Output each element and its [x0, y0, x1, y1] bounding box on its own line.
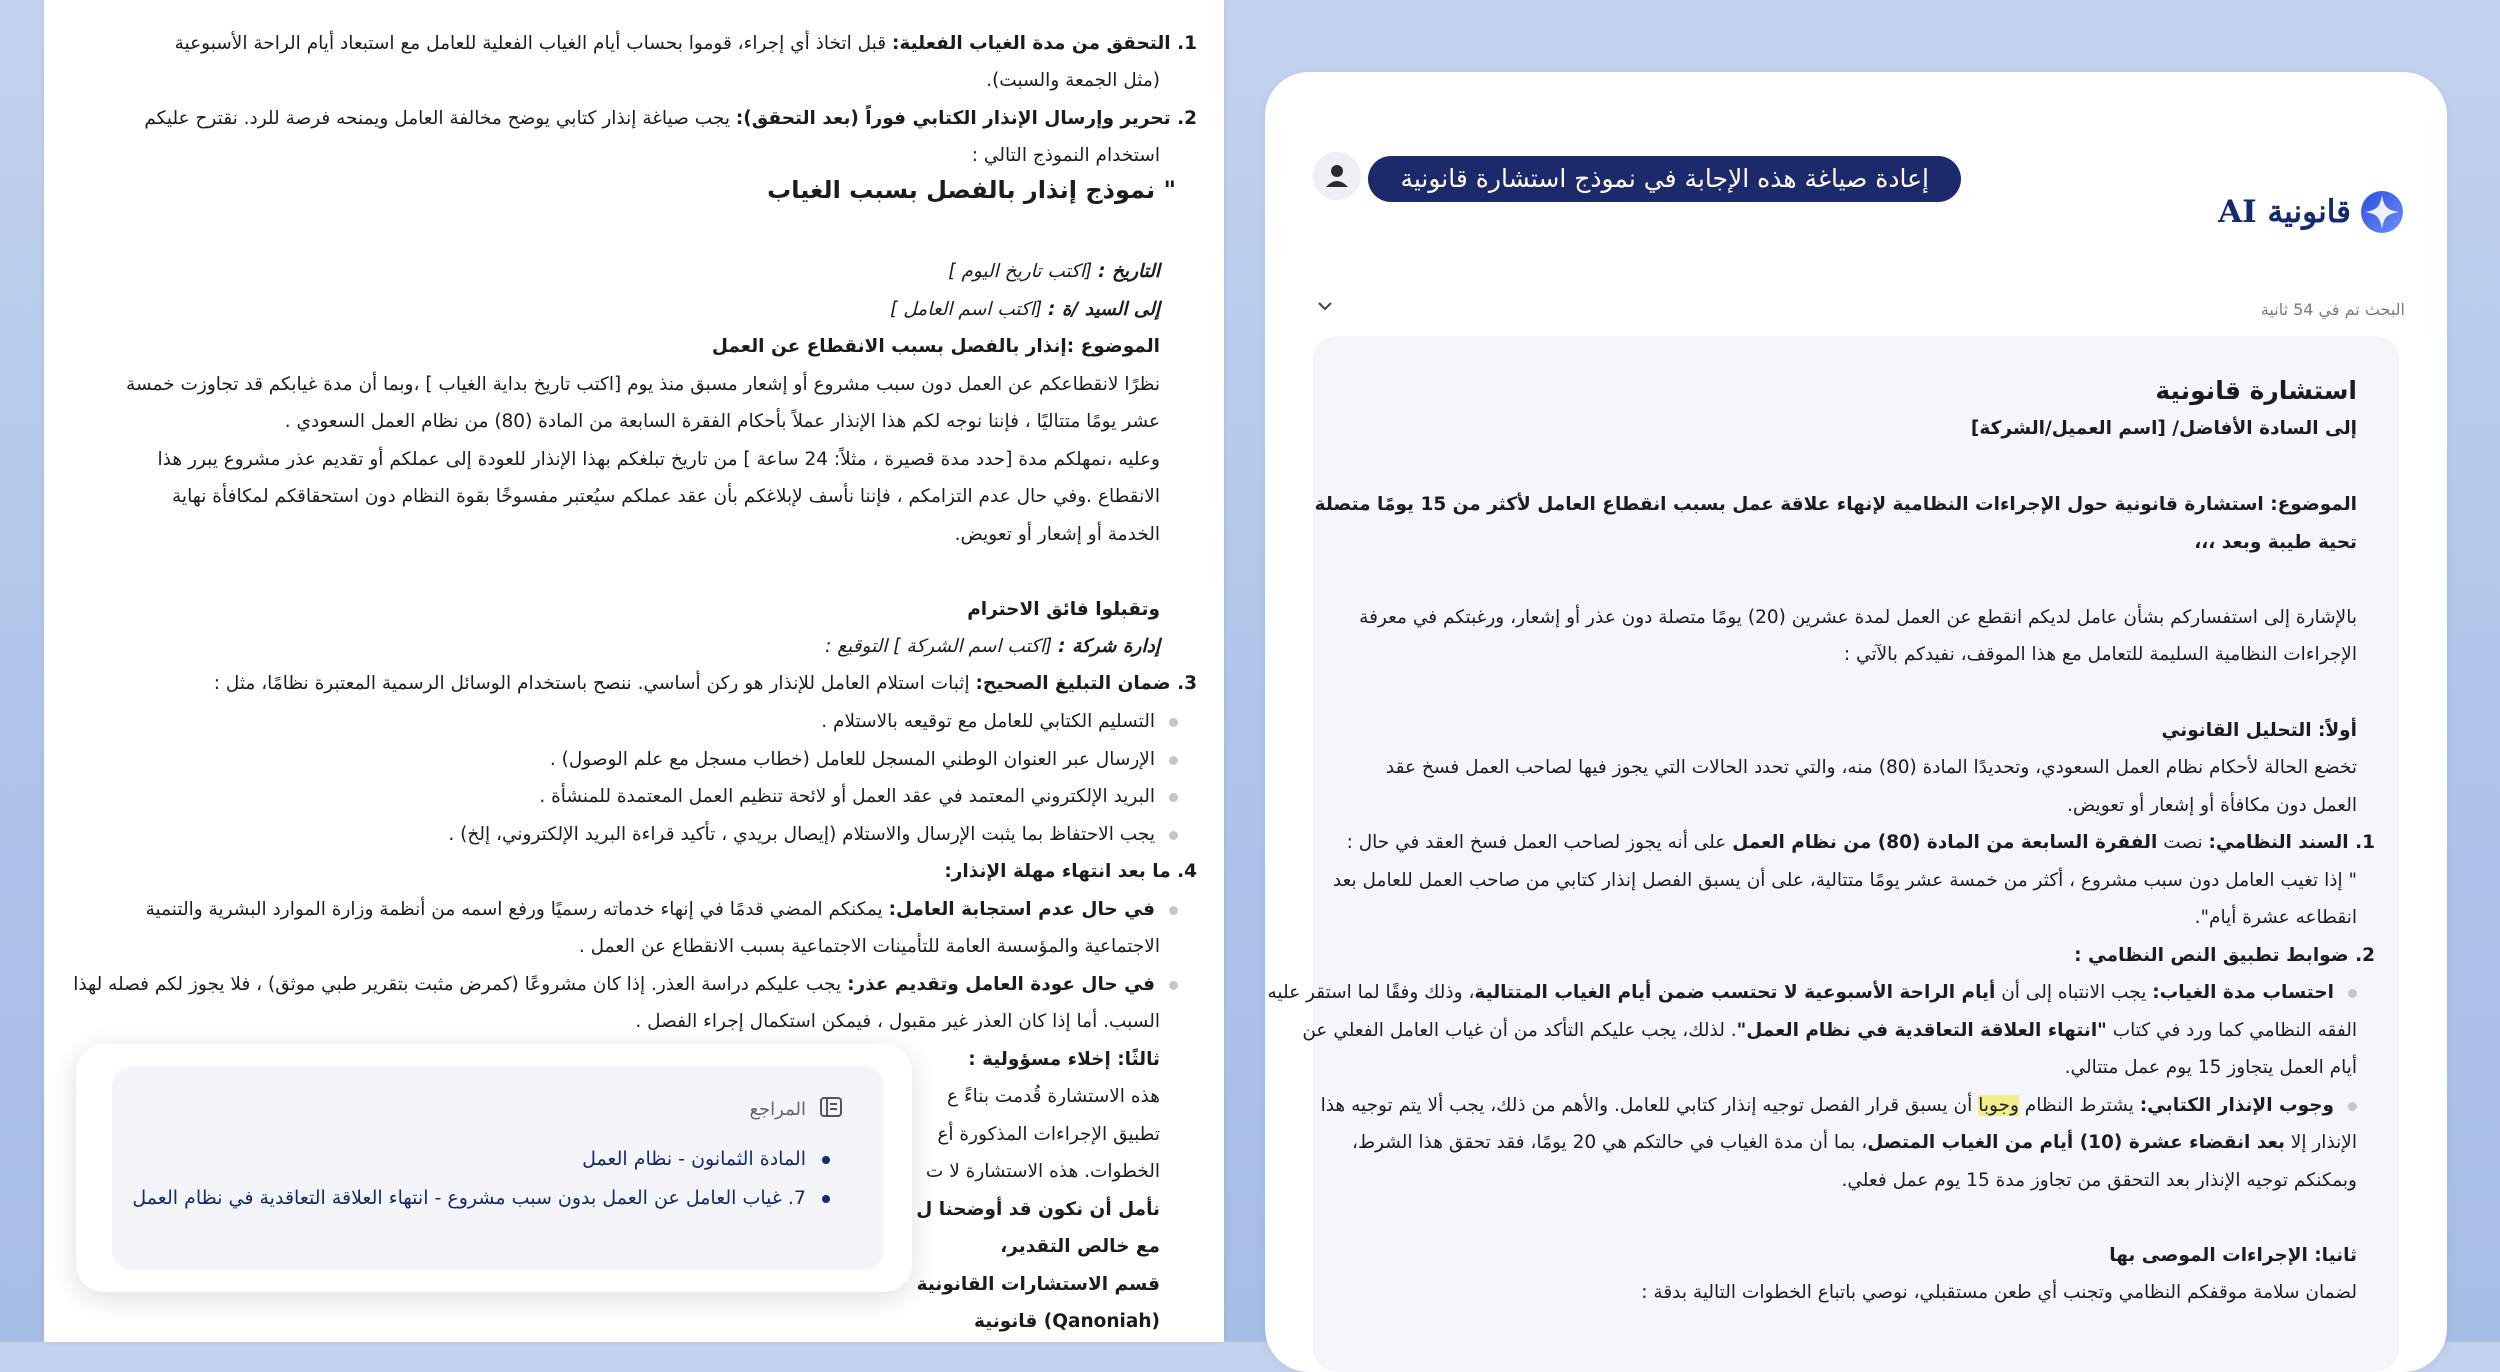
analysis-line: العمل دون مكافأة أو إشعار أو تعويض.: [2067, 795, 2357, 816]
bullet-2-text: يشترط النظام: [2024, 1095, 2134, 1116]
step-1-label: 1. التحقق من مدة الغياب الفعلية:: [891, 33, 1197, 54]
list-item: [146, 891, 1178, 929]
list-item: [1267, 974, 2357, 1012]
point-1-text: نصت: [2163, 832, 2203, 853]
search-status: البحث تم في 54 ثانية: [2260, 300, 2405, 319]
case-2-label: في حال عودة العامل وتقديم عذر:: [847, 974, 1155, 995]
answer-intro-line: الإجراءات النظامية السليمة للتعامل مع هذا الموقف، نفيدكم بالآتي :: [1843, 644, 2357, 665]
closing-hope: نأمل أن نكون قد أوضحنا ل: [916, 1199, 1160, 1220]
section-2-title: ثانيا: الإجراءات الموصى بها: [2109, 1245, 2357, 1266]
section-1-title: أولاً: التحليل القانوني: [2161, 720, 2357, 741]
case-1-label: في حال عدم استجابة العامل:: [888, 899, 1155, 920]
list-item: [1321, 1087, 2357, 1125]
point-1-label: 1. السند النظامي:: [2208, 832, 2375, 853]
reference-link[interactable]: 7. غياب العامل عن العمل بدون سبب مشروع - انتهاء العلاقة التعاقدية في نظام العمل: [132, 1187, 830, 1209]
disclaimer-line: هذه الاستشارة قُدمت بناءً ع: [947, 1086, 1160, 1107]
bullet-1-text: يجب الانتباه إلى أن: [2001, 982, 2147, 1003]
case-1-continuation: الاجتماعية والمؤسسة العامة للتأمينات الاجتماعية بسبب الانقطاع عن العمل .: [578, 936, 1160, 957]
bullet-1-continuation: أيام العمل يتجاوز 15 يوم عمل متتالي.: [2064, 1057, 2357, 1078]
signature-value: [اكتب اسم الشركة ] التوقيع :: [825, 636, 1053, 657]
template-recipient: [890, 291, 1160, 329]
user-icon: [1313, 152, 1361, 200]
bullet-1-text: الفقه النظامي كما ورد في كتاب: [2112, 1020, 2357, 1041]
step-1-continuation: (مثل الجمعة والسبت).: [986, 70, 1160, 91]
template-body-line: نظرًا لانقطاعكم عن العمل دون سبب مشروع أو إشعار مسبق منذ يوم [اكتب تاريخ بداية الغياب ] ،وبما أن مدة غيابكم قد تجاوزت خمسة: [126, 374, 1160, 395]
bullet-2-text: الإنذار إلا: [2290, 1132, 2357, 1153]
references-icon: [818, 1094, 844, 1125]
chat-window: [1265, 72, 2447, 1372]
point-1-emphasis: الفقرة السابعة من المادة (80) من نظام العمل: [1732, 832, 2158, 853]
step-2-text: يجب صياغة إنذار كتابي يوضح مخالفة العامل ويمنحه فرصة للرد. نقترح عليكم: [144, 108, 730, 129]
bullet-1-text: . لذلك، يجب عليكم التأكد من أن غياب العامل الفعلي عن: [1302, 1020, 1737, 1041]
step-2-label: 2. تحرير وإرسال الإنذار الكتابي فوراً (بعد التحقق):: [735, 108, 1197, 129]
bullet-1-emphasis: أيام الراحة الأسبوعية لا تحتسب ضمن أيام الغياب المتتالية: [1474, 982, 1996, 1003]
step-1: [175, 25, 1197, 63]
answer-intro-line: بالإشارة إلى استفساركم بشأن عامل لديكم انقطع عن العمل لمدة عشرين (20) يومًا متصلة دون عذر أو إشعار، ورغبتكم في معرفة: [1359, 607, 2357, 628]
bullet-2-label: وجوب الإنذار الكتابي:: [2139, 1095, 2334, 1116]
user-message-bubble: إعادة صياغة هذه الإجابة في نموذج استشارة قانونية: [1368, 156, 1961, 202]
references-popup: [76, 1044, 912, 1292]
disclaimer-line: تطبيق الإجراءات المذكورة أع: [937, 1124, 1160, 1145]
legal-quote-line: " إذا تغيب العامل دون سبب مشروع ، أكثر من خمسة عشر يومًا متتالية، على أن يسبق الفصل إنذار كتابي من صاحب العمل للعامل بعد: [1332, 870, 2357, 891]
bullet-1-label: احتساب مدة الغياب:: [2152, 982, 2334, 1003]
template-body-line: الانقطاع .وفي حال عدم التزامكم ، فإننا نأسف لإبلاغكم بأن عقد عملكم سيُعتبر مفسوخًا بقوة النظام دون استحقاقكم لمكافأة نهاية: [172, 486, 1160, 507]
bullet-2-continuation: وبمكنكم توجيه الإنذار بعد التحقق من تجاوز مدة 15 يوم عمل فعلي.: [1841, 1170, 2357, 1191]
analysis-line: تخضع الحالة لأحكام نظام العمل السعودي، وتحديدًا المادة (80) منه، والتي تحدد الحالات التي يجوز فيها لصاحب العمل فسخ عقد: [1385, 757, 2357, 778]
step-2-continuation: استخدام النموذج التالي :: [971, 145, 1160, 166]
references-title: المراجع: [749, 1099, 806, 1120]
answer-card: [1267, 336, 2399, 1372]
template-body-line: عشر يومًا متتاليًا ، فإننا نوجه لكم هذا الإنذار عملاً بأحكام الفقرة السابعة من المادة (80) من نظام العمل السعودي .: [284, 411, 1160, 432]
list-item: [73, 966, 1178, 1004]
brand-name: قانونية AI: [2218, 194, 2351, 230]
template-body-line: الخدمة أو إشعار أو تعويض.: [954, 524, 1160, 545]
answer-subject: الموضوع: استشارة قانونية حول الإجراءات النظامية لإنهاء علاقة عمل بسبب انقطاع العامل لأكثر من 15 يومًا متصلة: [1314, 494, 2357, 515]
avatar[interactable]: [1313, 152, 1361, 200]
disclaimer-line: الخطوات. هذه الاستشارة لا ت: [925, 1161, 1160, 1182]
bullet-2-text: أن يسبق قرار الفصل توجيه إنذار كتابي للعامل. والأهم من ذلك، يجب ألا يتم توجيه هذا: [1320, 1095, 1973, 1116]
point-1-text: على أنه يجوز لصاحب العمل فسخ العقد في حال :: [1346, 832, 1727, 853]
template-subject: الموضوع :إنذار بالفصل بسبب الانقطاع عن العمل: [711, 336, 1160, 357]
highlighted-word: وجوبا: [1978, 1095, 2019, 1116]
bullet-1-continuation: [1302, 1012, 2357, 1050]
list-item: التسليم الكتابي للعامل مع توقيعه بالاستلام .: [821, 703, 1178, 741]
step-2: [144, 100, 1197, 138]
list-item: البريد الإلكتروني المعتمد في عقد العمل أو لائحة تنظيم العمل المعتمدة للمنشأة .: [539, 778, 1178, 816]
bullet-1-text: ، وذلك وفقًا لما استقر عليه: [1267, 982, 1475, 1003]
answer-title: استشارة قانونية: [2155, 376, 2357, 405]
answer-recipient: إلى السادة الأفاضل/ [اسم العميل/الشركة]: [1970, 418, 2357, 439]
legal-basis-point: [1347, 824, 2375, 862]
brand-logo: [2218, 184, 2407, 240]
bullet-1-book-title: "انتهاء العلاقة التعاقدية في نظام العمل": [1736, 1020, 2107, 1041]
step-3-label: 3. ضمان التبليغ الصحيح:: [975, 673, 1197, 694]
template-signature: [825, 628, 1160, 666]
sparkle-logo-icon: [2357, 187, 2407, 237]
template-closing: وتقبلوا فائق الاحترام: [967, 599, 1160, 620]
template-body-line: وعليه ،نمهلكم مدة [حدد مدة قصيرة ، مثلاً: 24 ساعة ] من تاريخ تبلغكم بهذا الإنذار للعودة إلى عملكم أو تقديم عذر مشروع يبرر هذا: [157, 449, 1160, 470]
closing-firm: (Qanoniah) قانونية: [974, 1311, 1160, 1332]
signature-label: إدارة شركة :: [1058, 636, 1160, 657]
case-1-text: يمكنكم المضي قدمًا في إنهاء خدماته رسميًا ورفع اسمه من أنظمة وزارة الموارد البشرية والتنمية: [145, 899, 883, 920]
recipient-label: إلى السيد /ة :: [1048, 299, 1160, 320]
date-value: [اكتب تاريخ اليوم ]: [948, 261, 1093, 282]
closing-department: قسم الاستشارات القانونية: [916, 1274, 1160, 1295]
recipient-value: [اكتب اسم العامل ]: [890, 299, 1043, 320]
step-3-text: إثبات استلام العامل للإنذار هو ركن أساسي. ننصح باستخدام الوسائل الرسمية المعتبرة نظامًا، مثل :: [213, 673, 970, 694]
case-2-continuation: السبب. أما إذا كان العذر غير مقبول ، فيمكن استكمال إجراء الفصل .: [635, 1011, 1160, 1032]
list-item: الإرسال عبر العنوان الوطني المسجل للعامل (خطاب مسجل مع علم الوصول) .: [550, 741, 1178, 779]
reference-link[interactable]: المادة الثمانون - نظام العمل: [582, 1148, 830, 1170]
step-4-label: 4. ما بعد انتهاء مهلة الإنذار:: [944, 861, 1197, 882]
step-3: [214, 665, 1197, 703]
legal-quote-line: انقطاعه عشرة أيام".: [2194, 907, 2357, 928]
point-2-label: 2. ضوابط تطبيق النص النظامي :: [2074, 945, 2375, 966]
closing-regards: مع خالص التقدير،: [1000, 1236, 1160, 1257]
section-2-intro: لضمان سلامة موقفكم النظامي وتجنب أي طعن مستقبلي، نوصي باتباع الخطوات التالية بدقة :: [1641, 1282, 2357, 1303]
references-header: [749, 1094, 844, 1125]
step-1-text: قبل اتخاذ أي إجراء، قوموا بحساب أيام الغياب الفعلية للعامل مع استبعاد أيام الراحة الأسبوعية: [174, 33, 887, 54]
bullet-2-emphasis: بعد انقضاء عشرة (10) أيام من الغياب المتصل: [1867, 1132, 2285, 1153]
bullet-2-continuation: [1352, 1124, 2357, 1162]
answer-greeting: تحية طيبة وبعد ،،،: [2194, 532, 2357, 553]
references-card: [112, 1066, 884, 1270]
list-item: يجب الاحتفاظ بما يثبت الإرسال والاستلام (إيصال بريدي ، تأكيد قراءة البريد الإلكتروني، إلخ) .: [448, 816, 1178, 854]
bullet-2-text: ، بما أن مدة الغياب في حالتكم هي 20 يومًا، فقد تحقق هذا الشرط،: [1351, 1132, 1868, 1153]
date-label: التاريخ :: [1098, 261, 1160, 282]
case-2-text: يجب عليكم دراسة العذر. إذا كان مشروعًا (كمرض مثبت بتقرير طبي موثق) ، فلا يجوز لكم فصله لهذا: [73, 974, 842, 995]
template-title: " نموذج إنذار بالفصل بسبب الغياب: [767, 176, 1176, 204]
section-3-title: ثالثًا: إخلاء مسؤولية :: [968, 1049, 1160, 1070]
chevron-down-icon[interactable]: [1313, 294, 1337, 318]
template-date: [948, 253, 1160, 291]
